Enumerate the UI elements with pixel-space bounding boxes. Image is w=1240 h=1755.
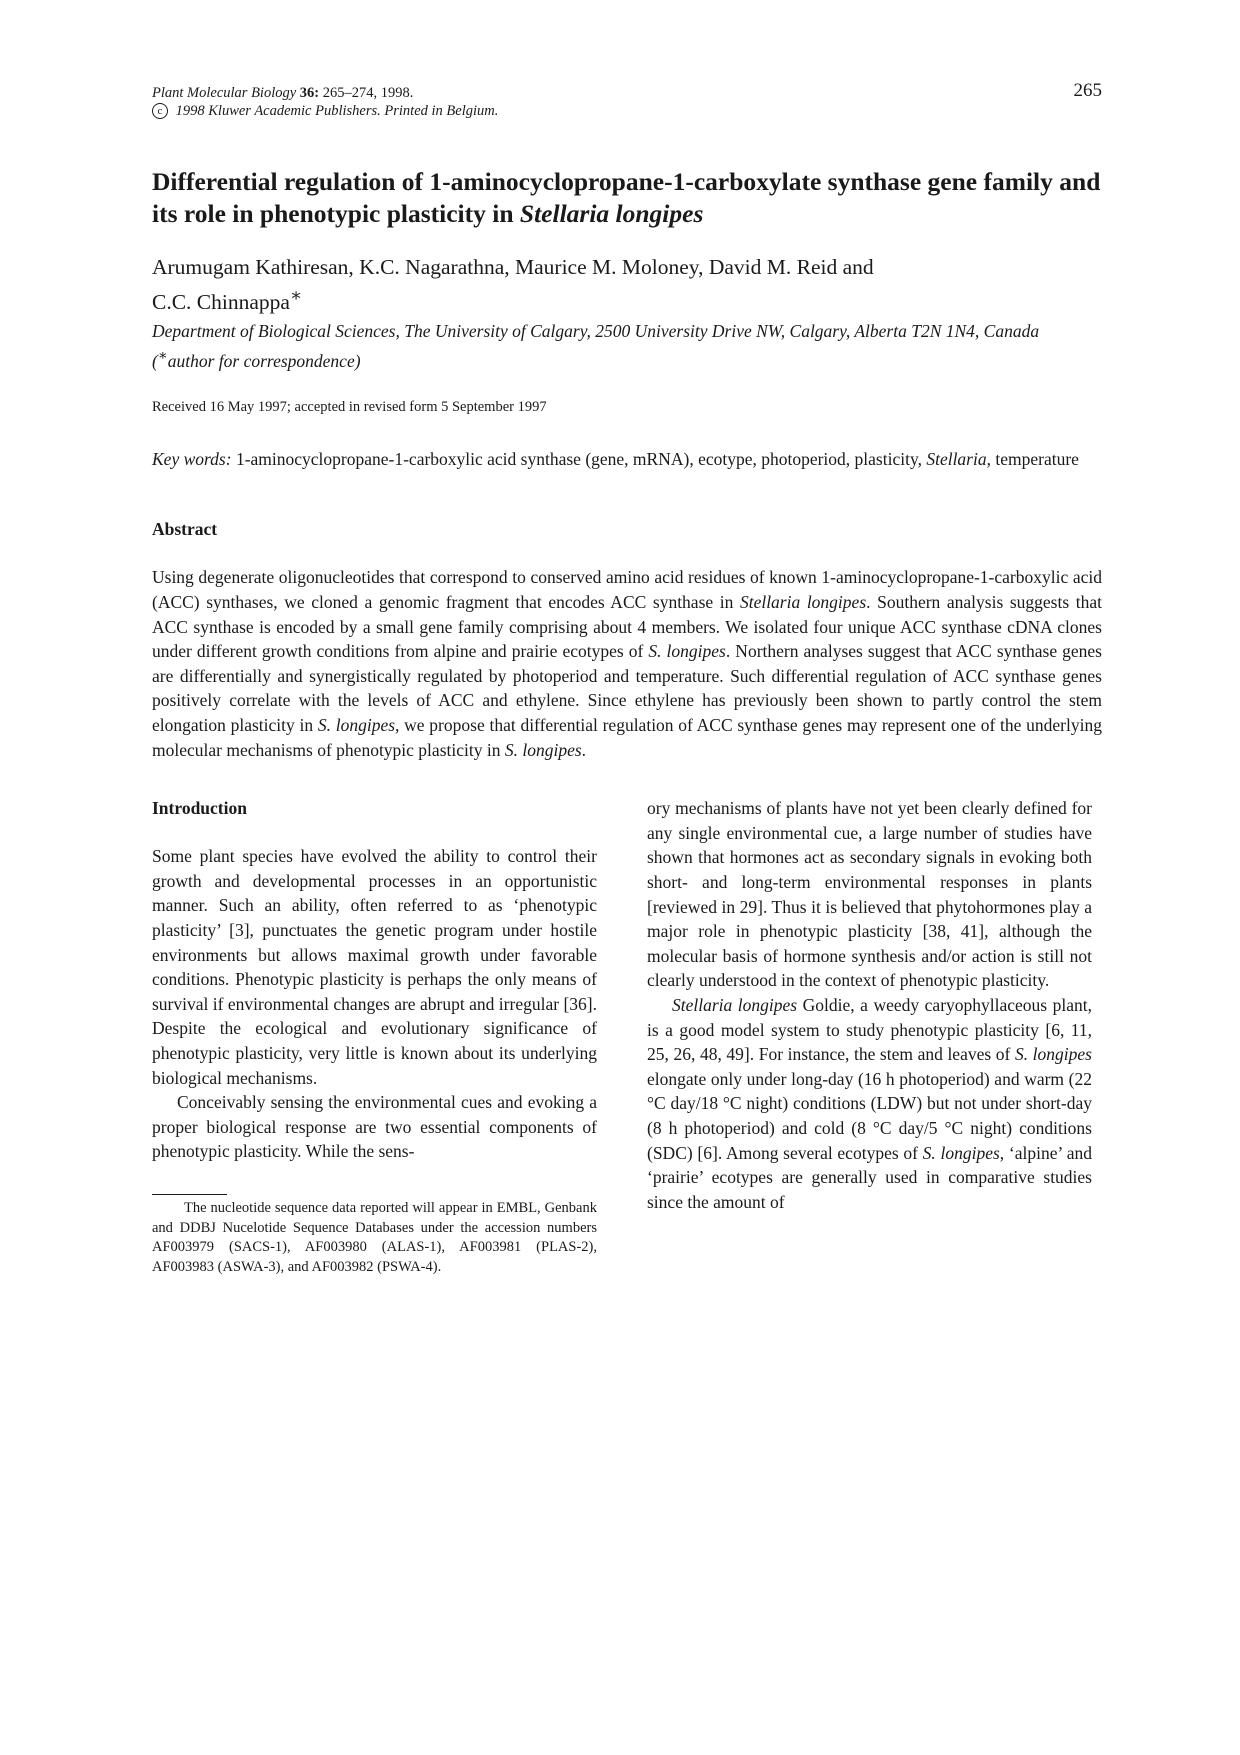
journal-volume: 36: (299, 85, 320, 101)
keywords-term: Stellaria (926, 448, 987, 469)
abstract-segment: . (581, 739, 587, 760)
page-number: 265 (1073, 80, 1102, 101)
abstract-species: Stellaria longipes (739, 592, 867, 613)
affiliation (152, 319, 1102, 374)
abstract-segment: . Northern analyses suggest that ACC synthase genes are differentially and synergistically regulated by photoperiod and temperature. Such differential regulation of ACC synthase genes positively correlate with the levels of ACC and ethylene. Since ethylene has previously been shown to partly control the stem elongation plasticity in (152, 641, 1102, 736)
journal-pages-year: 265–274, 1998. (319, 85, 414, 101)
introduction-heading: Introduction (152, 798, 247, 819)
running-head (152, 80, 1102, 120)
affiliation-mark: ∗ (157, 348, 168, 365)
intro-paragraph-3-b: elongate only under long-day (16 h photoperiod) and warm (22 °C day/18 °C night) conditions (LDW) but not under short-day (8 h photoperiod) and cold (8 °C day/5 °C night) conditions (SDC) [6]. Among several ecotypes of (647, 1068, 1092, 1163)
keywords-text-2: , temperature (986, 448, 1079, 469)
received-dates: Received 16 May 1997; accepted in revised form 5 September 1997 (152, 398, 547, 415)
article-title-main: Differential regulation of 1-aminocyclopropane-1-carboxylate synthase gene family and its role in phenotypic plasticity in (152, 167, 1101, 228)
article-title (152, 166, 1102, 230)
affiliation-note: author for correspondence) (167, 350, 361, 371)
abstract-body (152, 565, 1102, 762)
abstract-segment: , we propose that differential regulation of ACC synthase genes may represent one of the underlying molecular mechanisms of phenotypic plasticity in (152, 715, 1102, 760)
abstract-heading: Abstract (152, 519, 218, 540)
journal-name: Plant Molecular Biology (152, 85, 297, 101)
intro-species: S. longipes (1014, 1044, 1092, 1065)
footnote-divider (152, 1194, 227, 1195)
authors-line-2: C.C. Chinnappa (152, 290, 290, 315)
affiliation-text: Department of Biological Sciences, The University of Calgary, 2500 University Drive NW, Calgary, Alberta T2N 1N4, Canada ( (152, 321, 1040, 371)
abstract-species: S. longipes (504, 739, 582, 760)
article-title-species: Stellaria longipes (519, 199, 704, 228)
intro-paragraph-2-start: Conceivably sensing the environmental cues and evoking a proper biological response are two essential components of phenotypic plasticity. While the sens- (152, 1092, 597, 1162)
abstract-segment: Using degenerate oligonucleotides that correspond to conserved amino acid residues of known 1-aminocyclopropane-1-carboxylic acid (ACC) synthases, we cloned a genomic fragment that encodes ACC synthase in (152, 567, 1102, 613)
intro-species: Stellaria longipes (672, 994, 798, 1015)
abstract-species: S. longipes (317, 715, 396, 736)
corresponding-author-mark: ∗ (289, 285, 303, 305)
paper-page (152, 80, 1102, 1436)
abstract-species: S. longipes (648, 641, 726, 662)
intro-paragraph-3 (647, 993, 1092, 1214)
intro-paragraph-3-a: Goldie, a weedy caryophyllaceous plant, is a good model system to study phenotypic plasticity [6, 11, 25, 26, 48, 49]. For instance, the stem and leaves of (647, 994, 1092, 1065)
copyright-icon: c (152, 103, 168, 119)
authors-line-2-wrap (152, 281, 1102, 316)
intro-paragraph-2-continuation: ory mechanisms of plants have not yet been clearly defined for any single environmental cue, a large number of studies have shown that hormones act as secondary signals in evoking both short- and long-term environmental responses in plants [reviewed in 29]. Thus it is believed that phytohormones play a major role in phenotypic plasticity [38, 41], although the molecular basis of hormone synthesis and/or action is still not clearly understood in the context of phenotypic plasticity. (647, 798, 1092, 991)
copyright-text: 1998 Kluwer Academic Publishers. Printed in Belgium. (172, 103, 499, 119)
keywords-text-1: 1-aminocyclopropane-1-carboxylic acid synthase (gene, mRNA), ecotype, photoperiod, plasticity, (231, 448, 927, 469)
intro-paragraph-2-end (647, 796, 1092, 993)
intro-species: S. longipes (922, 1142, 1000, 1163)
author-list (152, 253, 1102, 316)
intro-paragraph-1: Some plant species have evolved the ability to control their growth and developmental processes in an opportunistic manner. Such an ability, often referred to as ‘phenotypic plasticity’ [3], punctuates the genetic program under hostile environments but allows maximal growth under favorable conditions. Phenotypic plasticity is perhaps the only means of survival if environmental changes are abrupt and irregular [36]. Despite the ecological and evolutionary significance of phenotypic plasticity, very little is known about its underlying biological mechanisms. (152, 846, 597, 1088)
keywords-label: Key words: (152, 448, 232, 469)
abstract-segment: . Southern analysis suggests that ACC synthase is encoded by a small gene family comprising about 4 members. We isolated four unique ACC synthase cDNA clones under different growth conditions from alpine and prairie ecotypes of (152, 592, 1102, 662)
intro-paragraph-3-c: , ‘alpine’ and ‘prairie’ ecotypes are generally used in comparative studies since the amount of (647, 1142, 1092, 1212)
copyright-line (152, 102, 1102, 120)
keywords (152, 447, 1102, 472)
authors-line-1: Arumugam Kathiresan, K.C. Nagarathna, Maurice M. Moloney, David M. Reid and (152, 255, 874, 279)
body-columns (152, 796, 1102, 1436)
right-column (647, 796, 1092, 1214)
footnote: The nucleotide sequence data reported will appear in EMBL, Genbank and DDBJ Nucelotide Sequence Databases under the accession numbers AF003979 (SACS-1), AF003980 (ALAS-1), AF003981 (PLAS-2), AF003983 (ASWA-3), and AF003982 (PSWA-4). (152, 1199, 597, 1275)
left-column (152, 796, 597, 1277)
journal-citation (152, 80, 1102, 102)
